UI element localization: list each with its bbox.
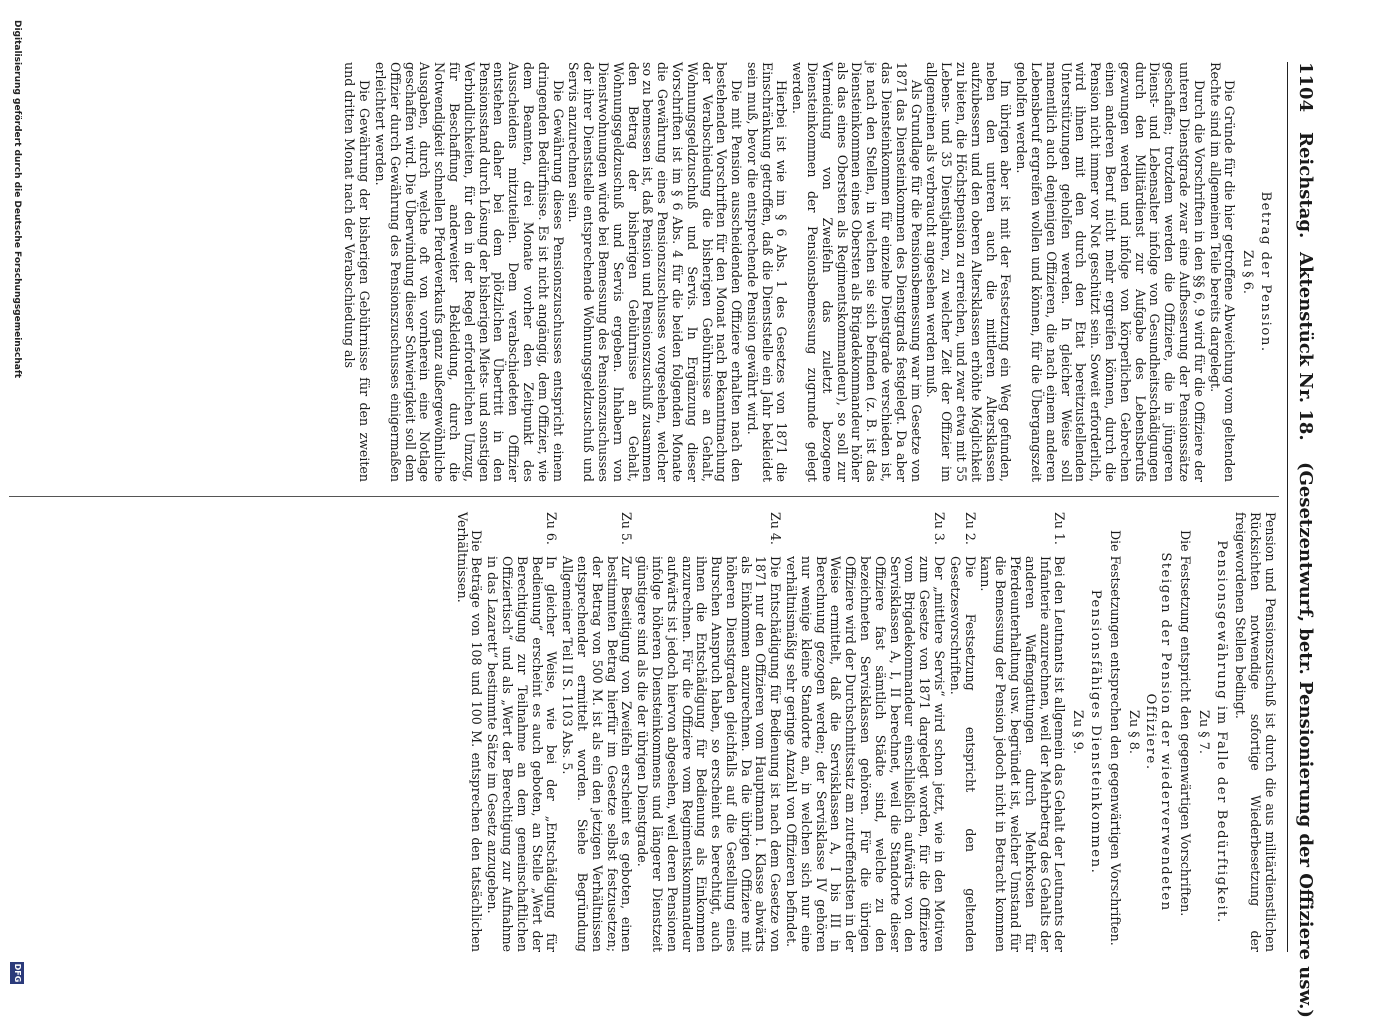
paragraph-number: Zu § 6.: [1240, 250, 1256, 294]
item-text: Der „mittlere Servis“ wird schon jetzt, wie in den Motiven zum Gesetze von 1871 dargelegt worden, für die Offiziere vom Brigadekommandeur einschließlich aufwärts von den Servisklassen A, I, II berechnet, weil die Standorte dieser Offiziere fast sämtlich Städte sind, welche zu den bezeichneten Servisklassen gehören. Für die übrigen Offiziere wird der Durchschnittssatz am zutreffendsten in der Weise ermittelt, daß die Servisklassen A, I bis III in Berechnung gezogen werden; der Servisklasse IV gehören nur wenige kleine Standorte an, in welchen sich nur eine verhältnismäßig sehr geringe Anzahl von Offizieren befindet.: [784, 556, 948, 952]
section-heading: Pensionsfähiges Diensteinkommen.: [1088, 589, 1104, 875]
body-paragraph: Als Grundlage für die Pensionsbemessung war im Gesetze von 1871 das Diensteinkommen des Dienstgrads festgelegt. Da aber das Diensteinkommen für einzelne Dienstgrade verschieden ist, je nach den Stellen, in welchen sie sich befinden (z. B. ist das Diensteinkommen eines Obersten als Brigadekommandeur höher als das eines Obersten als Regimentskommandeur), so soll zur Vermeidung von Zweifeln das zuletzt bezogene Diensteinkommen der Pensionsbemessung zugrunde gelegt werden.: [790, 62, 924, 482]
numbered-paragraph: [559, 512, 633, 952]
body-paragraph: Hierbei ist wie im § 6 Abs. 1 des Gesetzes von 1871 die Einschränkung getroffen, daß die Dienststelle ein Jahr bekleidet sein muß, bevor die entsprechende Pension gewährt wird.: [744, 62, 790, 482]
section-heading: Betrag der Pension.: [1258, 191, 1273, 353]
numbered-paragraph: [484, 512, 558, 952]
numbered-paragraph: [783, 512, 946, 952]
item-label: Zu 2.: [962, 512, 978, 545]
item-text: Zur Beseitigung von Zweifeln erscheint es geboten, einen bestimmten Betrag hierfür im Gesetze selbst festzusetzen; der Betrag von 500 M. ist als ein den jetzigen Verhältnissen entsprechender ermittelt worden. Siehe Begründung Allgemeiner Teil II S. 1103 Abs. 5.: [560, 556, 635, 952]
body-paragraph: Die Gewährung der bisherigen Gebührnisse für den zweiten und dritten Monat nach der Verabschiedung als: [342, 62, 373, 482]
section-heading: Steigen der Pension der wiederverwendeten Offiziere.: [1143, 552, 1174, 912]
paragraph-number: Zu § 9.: [1070, 710, 1086, 754]
item-text: In gleicher Weise, wie bei der „Entschädigung für Bedienung“ erscheint es auch geboten, an Stelle „Wert der Berechtigung zur Teilnahme an dem gemeinschaftlichen Offiziertisch“ und als „Wert der Berechtigung zur Aufnahme in das Lazarett“ bestimmte Sätze im Gesetz anzugeben.: [485, 556, 560, 952]
body-paragraph: Die Festsetzung entspricht den gegenwärtigen Vorschriften.: [1178, 530, 1194, 917]
source-label: Reichstag.: [1295, 132, 1316, 239]
document-label: Aktenstück Nr. 18.: [1295, 252, 1316, 441]
dfg-logo-icon: DFG: [10, 962, 24, 984]
paragraph-number: Zu § 8.: [1125, 710, 1141, 754]
body-paragraph: Pension und Pensionszuschuß ist durch die aus militärdienstlichen Rücksichten notwendige sofortige Wiederbesetzung der freigewordenen Stellen bedingt.: [1233, 512, 1278, 952]
numbered-paragraph: [634, 512, 782, 952]
left-column: [7, 62, 1277, 482]
item-text: Bei den Leutnants ist allgemein das Gehalt der Leutnants der Infanterie anzurechnen, weil der Mehrbetrag des Gehalts der anderen Waffengattungen durch Mehrkosten für Pferdeunterhaltung usw. begründet ist, welcher Umstand für die Bemessung der Pension jedoch nicht in Betracht kommen kann.: [978, 556, 1068, 952]
footer-text: Digitalisierung gefördert durch die Deutsche Forschungsgemeinschaft: [12, 20, 22, 379]
document-title: (Gesetzentwurf, betr. Pensionierung der Offiziere usw.): [1295, 462, 1316, 1018]
page-number: 1104: [1295, 62, 1316, 113]
item-label: Zu 1.: [1052, 512, 1068, 545]
body-paragraph: Die Gründe für die hier getroffene Abweichung vom geltenden Rechte sind im allgemeinen Teile bereits dargelegt.: [1207, 62, 1238, 482]
body-paragraph: Durch die Vorschriften in den §§ 6, 9 wird für die Offiziere der unteren Dienstgrade zwar eine Aufbesserung der Pensionssätze geschaffen; trotzdem werden die Offiziere, die in jüngeren Dienst- und Lebensalter infolge von Gesundheitsschädigungen durch den Militärdienst zur Aufgabe des Lebensberufs gezwungen werden und infolge von körperlichen Gebrechen einen anderen Beruf nicht mehr ergreifen können, durch die Pension nicht immer vor Not geschützt sein. Soweit erforderlich, wird ihnen mit den durch den Etat bereitzustellenden Unterstützungen geholfen werden. In gleicher Weise soll namentlich auch denjenigen Offizieren, die nach einem anderen Lebensberuf ergreifen wollen und können, für die Übergangszeit geholfen werden.: [1014, 62, 1207, 482]
body-paragraph: Im übrigen aber ist mit der Festsetzung ein Weg gefunden, neben den unteren auch die mittleren Altersklassen aufzubessern und den oberen Altersklassen erhöhte Möglichkeit zu bieten, die Höchstpension zu erreichen, und zwar etwa mit 55 Lebens- und 35 Dienstjahren, zu welcher Zeit der Offizier im allgemeinen als verbraucht angesehen werden muß.: [924, 62, 1014, 482]
body-paragraph: Die mit Pension ausscheidenden Offiziere erhalten nach den bestehenden Vorschriften für den Monat nach Bekanntmachung der Verabschiedung die bisherigen Gebührnisse an Gehalt, Wohnungsgeldzuschuß und Servis. In Ergänzung dieser Vorschriften ist im § 6 Abs. 4 für die beiden folgenden Monate die Gewährung eines Pensionszuschusses vorgesehen, welcher so zu bemessen ist, daß Pension und Pensionszuschuß zusammen den Betrag der bisherigen Gebührnisse an Gehalt, Wohnungsgeldzuschuß und Servis ergeben. Inhabern von Dienstwohnungen würde bei Bemessung des Pensionszuschusses der ihrer Dienststelle entsprechende Wohnungsgeldzuschuß und Servis anzurechnen sein.: [566, 62, 745, 482]
item-label: Zu 4.: [768, 512, 784, 545]
numbered-paragraph: [947, 512, 977, 952]
column-divider: [9, 496, 1279, 497]
body-paragraph: Die Beträge von 108 und 100 M. entsprechen den tatsächlichen Verhältnissen.: [454, 512, 485, 952]
page-header: [1287, 62, 1328, 1018]
section-heading: Pensionsgewährung im Falle der Bedürftigkeit.: [1213, 540, 1229, 924]
item-label: Zu 6.: [544, 512, 560, 545]
numbered-paragraph: [978, 512, 1067, 952]
body-paragraph: Die Gewährung dieses Pensionszuschusses entspricht einem dringenden Bedürfnisse. Es ist nicht angängig, dem Offizier, wie dem Beamten, drei Monate vorher den Zeitpunkt des Ausscheidens mitzuteilen. Dem verabschiedeten Offizier entstehen daher bei dem plötzlichen Übertritt in den Pensionsstand durch Lösung der bisherigen Miets- und sonstigen Verbindlichkeiten, für den in der Regel erforderlichen Umzug, für Beschaffung anderweiter Bekleidung, durch die Notwendigkeit schnellen Pferdeverkaufs ganz außergewöhnliche Ausgaben, durch welche oft von vornherein eine Notlage geschaffen wird. Die Überwindung dieser Schwierigkeit soll dem Offizier durch Gewährung des Pensionszuschusses einigermaßen erleichtert werden.: [372, 62, 566, 482]
body-paragraph: Die Festsetzungen entsprechen den gegenwärtigen Vorschriften.: [1107, 530, 1123, 946]
paragraph-number: Zu § 7.: [1195, 710, 1211, 754]
item-label: Zu 5.: [619, 512, 635, 545]
page-footer: [4, 0, 28, 1000]
item-text: Die Festsetzung entspricht den geltenden Gesetzesvorschriften.: [947, 556, 978, 952]
item-text: Die Entschädigung für Bedienung ist nach dem Gesetze von 1871 nur den Offizieren vom Hauptmann I. Klasse abwärts als Einkommen anzurechnen. Da die übrigen Offiziere mit höheren Dienstgraden gleichfalls auf die Gestellung eines Burschen Anspruch haben, so erscheint es berechtigt, auch ihnen die Entschädigung für Bedienung als Einkommen anzurechnen. Für die Offiziere vom Regimentskommandeur aufwärts ist jedoch hiervon abgesehen, weil deren Pensionen infolge höheren Diensteinkommens und längerer Dienstzeit günstigere sind als die der übrigen Dienstgrade.: [635, 556, 784, 952]
right-column: [7, 512, 1277, 952]
item-label: Zu 3.: [932, 512, 948, 545]
